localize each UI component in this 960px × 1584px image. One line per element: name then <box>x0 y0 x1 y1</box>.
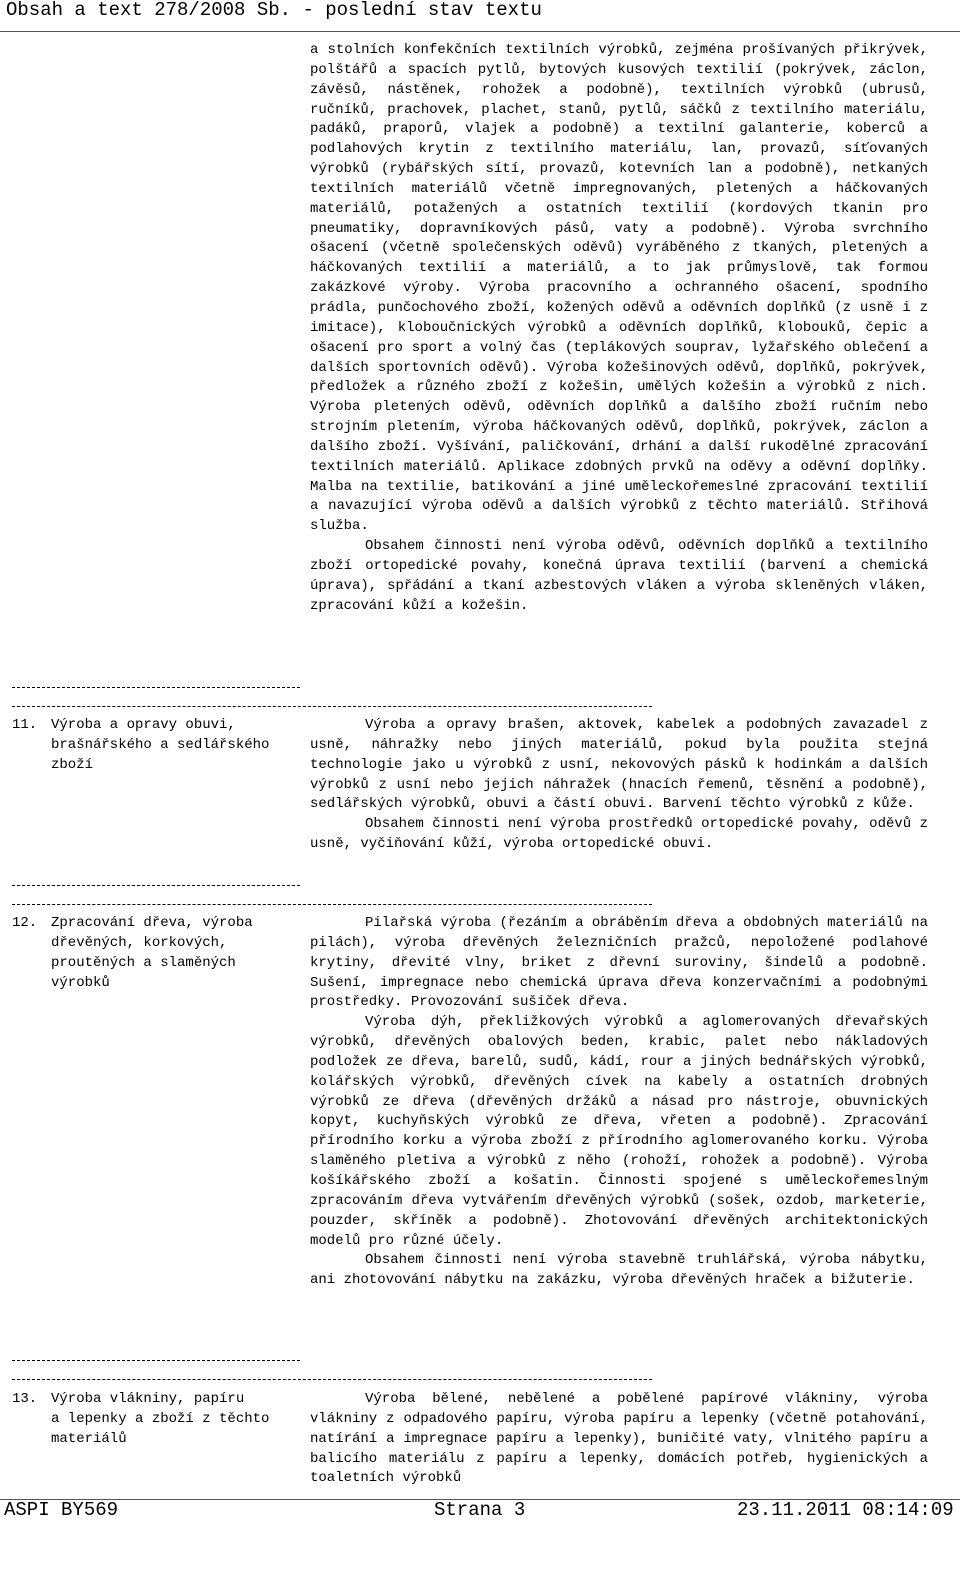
item-13-description <box>310 1390 928 1489</box>
item-paragraph: Obsahem činnosti není výroba stavebně truhlářská, výroba nábytku, ani zhotovování nábytku na zakázku, výroba dřevěných hraček a bižuterie. <box>310 1252 928 1289</box>
footer-page-number: Strana 3 <box>434 1499 526 1521</box>
dashed-divider-long <box>12 1379 652 1380</box>
dashed-divider-short <box>12 885 300 886</box>
document-header-title: Obsah a text 278/2008 Sb. - poslední stav textu <box>6 0 542 21</box>
item-name: Zpracování dřeva, výroba dřevěných, korkových, proutěných a slaměných výrobků <box>51 915 253 991</box>
dashed-divider-short <box>12 1360 300 1361</box>
item-number: 12. <box>12 915 38 931</box>
item-paragraph: Výroba dýh, překližkových výrobků a aglomerovaných dřevařských výrobků, dřevěných obalových beden, krabic, palet nebo nákladových podložek ze dřeva, barelů, sudů, kádí, rour a jiných bednářských výrobků, kolářských výrobků, dřevěných cívek na kabely a ostatních drobných výrobků ze dřeva (dřevěných držáků a násad pro nástroje, obuvnických kopyt, kuchyňských výrobků ze dřeva, vřeten a podobně). Zpracování přírodního korku a výroba zboží z přírodního aglomerovaného korku. Výroba slaměného pletiva a výrobků z něho (rohoží, rohožek a podobně). Výroba košíkářského zboží a košatin. Činnosti spojené s uměleckořemeslným zpracováním dřeva vytvářením dřevěných výrobků (sošek, ozdob, marketerie, pouzder, skříněk a podobně). Zhotovování dřevěných architektonických modelů pro různé účely. <box>310 1014 928 1249</box>
footer-timestamp: 23.11.2011 08:14:09 <box>737 1499 954 1521</box>
item-name: Výroba vlákniny, papíru a lepenky a zboží z těchto materiálů <box>51 1391 270 1447</box>
dashed-divider-long <box>12 904 652 905</box>
footer-source: ASPI BY569 <box>4 1499 119 1521</box>
item-11-description <box>310 716 928 855</box>
item-number: 13. <box>12 1391 38 1407</box>
item-paragraph: Výroba bělené, nebělené a pobělené papírové vlákniny, výroba vlákniny z odpadového papíru, výroba papíru a lepenky (včetně potahování, natírání a impregnace papíru a lepenky), buničité vaty, vlnitého papíru a balicího materiálu z papíru a lepenky, domácích potřeb, hygienických a toaletních výrobků <box>310 1391 928 1487</box>
item-number: 11. <box>12 717 38 733</box>
item-paragraph: Výroba a opravy brašen, aktovek, kabelek a podobných zavazadel z usně, náhražky nebo jiných materiálů, pokud byla použita stejná technologie jako u výrobků z usní, nekovových pásků k hodinkám a dalších výrobků z usní nebo jejich náhražek (hnacích řemenů, těsnění a podobně), sedlářských výrobků, obuvi a částí obuvi. Barvení těchto výrobků z kůže. <box>310 717 928 813</box>
item-12-description <box>310 914 928 1291</box>
dashed-divider-long <box>12 706 652 707</box>
item-name: Výroba a opravy obuvi, brašnářského a sedlářského zboží <box>51 717 270 773</box>
header-divider <box>0 31 960 32</box>
continuation-paragraph: Obsahem činnosti není výroba oděvů, oděvních doplňků a textilního zboží ortopedické povahy, konečná úprava textilií (barvení a chemická úprava), spřádání a tkaní azbestových vláken a výroba skleněných vláken, zpracování kůží a kožešin. <box>310 538 928 614</box>
dashed-divider-short <box>12 687 300 688</box>
continuation-text <box>310 41 928 616</box>
item-paragraph: Pilařská výroba (řezáním a obráběním dřeva a obdobných materiálů na pilách), výroba dřevěných železničních pražců, nepoložené podlahové krytiny, dřevité vlny, briket z dřevní suroviny, šindelů a podobně. Sušení, impregnace nebo chemická úprava dřeva konzervačními a podobnými prostředky. Provozování sušiček dřeva. <box>310 915 928 1011</box>
item-paragraph: Obsahem činnosti není výroba prostředků ortopedické povahy, oděvů z usně, vyčiňování kůží, výroba ortopedické obuvi. <box>310 816 928 853</box>
continuation-paragraph: a stolních konfekčních textilních výrobků, zejména prošívaných přikrývek, polštářů a spacích pytlů, bytových kusových textilií (pokrývek, záclon, závěsů, nástěnek, rohožek a podobně), textilních výrobků (ubrusů, ručníků, prachovek, plachet, stanů, pytlů, sáčků z textilního materiálu, padáků, praporů, vlajek a podobně) a textilní galanterie, koberců a podlahových krytin z textilního materiálu, lan, provazů, síťovaných výrobků (rybářských sítí, provazů, kotevních lan a podobně), netkaných textilních materiálů včetně impregnovaných, pletených a háčkovaných materiálů, potažených a ostatních textilií (kordových tkanin pro pneumatiky, dopravníkových pásů, vaty a podobně). Výroba svrchního ošacení (včetně společenských oděvů) vyráběného z tkaných, pletených a háčkovaných textilií a materiálů, a to jak průmyslově, tak formou zakázkové výroby. Výroba pracovního a ochranného ošacení, spodního prádla, punčochového zboží, kožených oděvů a oděvních doplňků (z usně i z imitace), kloboučnických výrobků a oděvních doplňků, klobouků, čepic a ošacení pro sport a volný čas (teplákových souprav, lyžařského oblečení a dalších sportovních oděvů). Výroba kožešinových oděvů, doplňků, pokrývek, předložek a různého zboží z kožešin, umělých kožešin a výrobků z nich. Výroba pletených oděvů, oděvních doplňků a dalšího zboží ručním nebo strojním pletením, výroba háčkovaných oděvů, doplňků, pokrývek, záclon a dalšího zboží. Vyšívání, paličkování, drhání a další rukodělné zpracování textilních materiálů. Aplikace zdobných prvků na oděvy a oděvní doplňky. Malba na textilie, batikování a jiné uměleckořemeslné zpracování textilií a navazující výroba oděvů a dalších výrobků z těchto materiálů. Střihová služba. <box>310 42 928 535</box>
document-footer <box>0 1500 960 1521</box>
